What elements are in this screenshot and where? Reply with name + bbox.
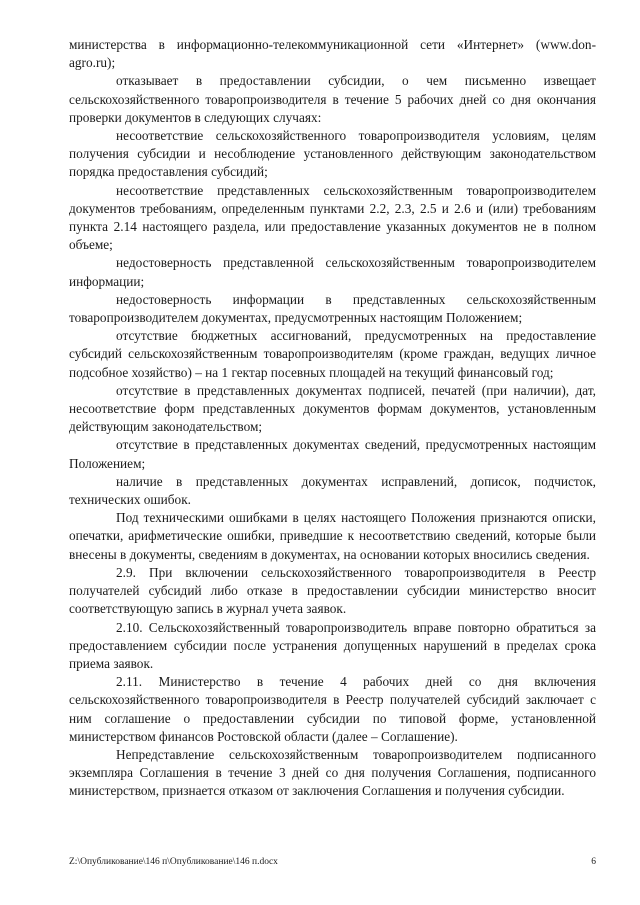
paragraph-missing-signatures: отсутствие в представленных документах подписей, печатей (при наличии), дат, несоответствие форм представленных документов формам документов, установленным действующим законодательством; bbox=[69, 382, 596, 435]
page-footer bbox=[69, 857, 596, 871]
paragraph-non-submission: Непредставление сельскохозяйственным товаропроизводителем подписанного экземпляра Соглашения в течение 3 дней со дня получения Соглашения, подписанного министерством, признается отказом от заключения Соглашения и получения субсидии. bbox=[69, 746, 596, 799]
paragraph-nonconformity-conditions: несоответствие сельскохозяйственного товаропроизводителя условиям, целям получения субсидии и несоблюдение установленного действующим законодательством порядка предоставления субсидий; bbox=[69, 128, 596, 180]
paragraph-unreliable-documents: недостоверность информации в представленных сельскохозяйственным товаропроизводителем документах, предусмотренных настоящим Положением; bbox=[69, 291, 596, 326]
paragraph-2-10: 2.10. Сельскохозяйственный товаропроизводитель вправе повторно обратиться за предоставлением субсидии после устранения допущенных нарушений в пределах срока приема заявок. bbox=[69, 619, 596, 671]
file-path: Z:\Опубликование\146 п\Опубликование\146 п.docx bbox=[69, 857, 278, 867]
paragraph-nonconformity-documents: несоответствие представленных сельскохозяйственным товаропроизводителем документов требованиям, определенным пунктами 2.2, 2.3, 2.5 и 2.6 и (или) требованиям пункта 2.14 настоящего раздела, или предоставление указанных документов не в полном объеме; bbox=[69, 182, 596, 253]
paragraph-2-9: 2.9. При включении сельскохозяйственного товаропроизводителя в Реестр получателей субсидий либо отказе в предоставлении субсидии министерство вносит соответствующую запись в журнал учета заявок. bbox=[69, 564, 596, 617]
document-body bbox=[69, 36, 596, 801]
paragraph-2-11: 2.11. Министерство в течение 4 рабочих дней со дня включения сельскохозяйственного товаропроизводителя в Реестр получателей субсидий заключает с ним соглашение о предоставлении субсидии по типовой форме, установленной министерством финансов Ростовской области (далее – Соглашение). bbox=[69, 674, 596, 744]
paragraph-refusal-intro: отказывает в предоставлении субсидии, о чем письменно извещает сельскохозяйственного товаропроизводителя в течение 5 рабочих дней со дня окончания проверки документов в следующих случаях: bbox=[69, 73, 596, 125]
paragraph-unreliable-information: недостоверность представленной сельскохозяйственным товаропроизводителем информации; bbox=[69, 255, 596, 289]
page-number: 6 bbox=[591, 857, 596, 867]
paragraph-corrections: наличие в представленных документах исправлений, дописок, подчисток, технических ошибок. bbox=[69, 473, 596, 508]
paragraph-missing-information: отсутствие в представленных документах сведений, предусмотренных настоящим Положением; bbox=[69, 437, 596, 471]
paragraph-technical-errors: Под техническими ошибками в целях настоящего Положения признаются описки, опечатки, арифметические ошибки, приведшие к несоответствию сведений, которые были внесены в документы, сведениям в документах, на основании которых вносились сведения. bbox=[69, 510, 596, 562]
paragraph-no-budget: отсутствие бюджетных ассигнований, предусмотренных на предоставление субсидий сельскохозяйственным товаропроизводителям (кроме граждан, ведущих личное подсобное хозяйство) – на 1 гектар посевных площадей на текущий финансовый год; bbox=[69, 328, 596, 380]
paragraph-website: министерства в информационно-телекоммуникационной сети «Интернет» (www.don-agro.ru); bbox=[69, 37, 596, 71]
